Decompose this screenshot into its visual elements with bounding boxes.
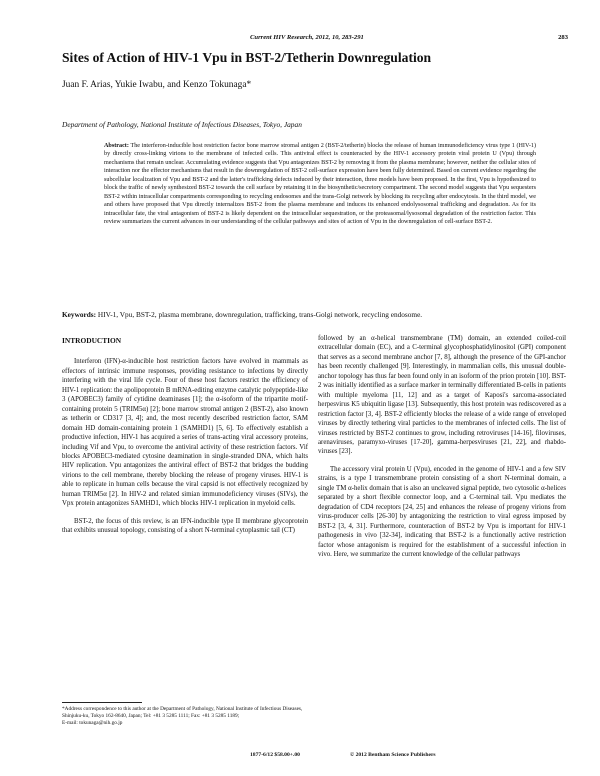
keywords-label: Keywords:: [62, 310, 97, 319]
article-title: Sites of Action of HIV-1 Vpu in BST-2/Tetherin Downregulation: [62, 50, 432, 65]
section-heading: INTRODUCTION: [62, 336, 122, 345]
footnote-email: E-mail: tokunaga@nih.go.jp: [62, 719, 123, 726]
journal-citation: Current HIV Research, 2012, 10, 283-291: [250, 34, 364, 41]
correspondence-footnote: [62, 706, 308, 727]
running-header: [0, 34, 600, 46]
abstract-label: Abstract:: [104, 143, 129, 149]
abstract-text: The interferon-inducible host restriction factor bone marrow stromal antigen 2 (BST-2/tetherin) blocks the release of human immunodeficiency virus type 1 (HIV-1) by directly cross-linking virions to the membrane of infected cells. This antiviral effect is counteracted by the HIV-1 accessory protein viral protein U (Vpu) through mechanisms that remain unclear. Accumulating evidence suggests that Vpu antagonizes BST-2 by removing it from the plasma membrane; however, neither the cellular sites of interaction nor the effector mechanisms that result in the downregulation of BST-2 cell-surface expression have been fully determined. Based on current evidence regarding the subcellular localization of Vpu and BST-2 and the latter's trafficking defects induced by their interaction, three models have been proposed. In the first, Vpu is hypothesized to block the traffic of newly synthesized BST-2 towards the cell surface by retaining it in the biosynthetic/secretory compartment. The second model suggests that Vpu sequesters BST-2 within intracellular compartments corresponding to recycling endosomes and the trans-Golgi network by blocking its recycling after endocytosis. In the third model, we and others have proposed that Vpu directly internalizes BST-2 from the plasma membrane and induces its enhanced endolysosomal trafficking and degradation. As for its intracellular fate, the viral antagonism of BST-2 is likely dependent on the intracellular sequestration, or the proteasomal/lysosomal degradation of the restriction factor. This review summarizes the current advances in our understanding of the cellular pathways and sites of action of Vpu in the downregulation of cell-surface BST-2.: [104, 143, 536, 226]
page-number: 283: [558, 34, 568, 41]
body-paragraph: The accessory viral protein U (Vpu), encoded in the genome of HIV-1 and a few SIV strains, is a type I transmembrane protein consisting of a short N-terminal domain, a single TM α-helix domain that is also an uncleaved signal peptide, two cytosolic α-helices separated by a short flexible connector loop, and a C-terminal tail. Vpu mediates the degradation of CD4 receptors [24, 25] and enhances the release of progeny virions from virus-producer cells [26-30] by antagonizing the restriction to viral egress imposed by BST-2 [3, 4, 31]. Furthermore, counteraction of BST-2 by Vpu is important for HIV-1 pathogenesis in vivo [32-34], indicating that BST-2 is a functionally active restriction factor whose antagonism is required for the establishment of a successful infection in vivo. Here, we summarize the current knowledge of the cellular pathways: [318, 465, 566, 558]
left-column: [62, 336, 308, 536]
copyright: © 2012 Bentham Science Publishers: [350, 752, 436, 758]
body-paragraph: Interferon (IFN)-α-inducible host restriction factors have evolved in mammals as effectors of intrinsic immune responses, providing resistance to infections by directly interfering with the viral life cycle. Four of these host factors restrict the efficiency of HIV-1 replication: the apolipoprotein B mRNA-editing enzyme catalytic polypeptide-like 3 (APOBEC3) family of cytidine deaminases [1]; the α-isoform of the tripartite motif-containing protein 5 (TRIM5α) [2]; bone marrow stromal antigen 2 (BST-2), also known as tetherin or CD317 [3, 4]; and, the most recently described restriction factor, SAM domain HD domain-containing protein 1 (SAMHD1) [5, 6]. To effectively establish a productive infection, HIV-1 has acquired a series of trans-acting viral accessory proteins, including Vif and Vpu, to overcome the antiviral activity of these restriction factors. Vif blocks APOBEC3-mediated cytosine deamination in single-stranded DNA, which halts HIV replication. Vpu antagonizes the antiviral effect of BST-2 that bridges the budding virions to the cell membrane, thereby blocking the release of progeny viruses. HIV-1 is able to replicate in human cells because the viral capsid is not effectively recognized by human TRIM5α [2]. In HIV-2 and related simian immunodeficiency viruses (SIVs), the Vpx protein antagonizes SAMHD1, which blocks HIV-1 replication in myeloid cells.: [62, 358, 308, 508]
issn: 1877-6/12 $58.00+.00: [250, 752, 300, 758]
body-paragraph: BST-2, the focus of this review, is an IFN-inducible type II membrane glycoprotein that exhibits unusual topology, consisting of a short N-terminal cytoplasmic tail (CT): [62, 517, 308, 535]
author-list: Juan F. Arias, Yukie Iwabu, and Kenzo Tokunaga*: [62, 80, 252, 90]
right-column: [318, 334, 566, 559]
keywords: [62, 310, 582, 319]
keywords-text: HIV-1, Vpu, BST-2, plasma membrane, downregulation, trafficking, trans-Golgi network, recycling endosome.: [97, 310, 423, 319]
footnote-rule: [62, 702, 142, 703]
footnote-address: *Address correspondence to this author at the Department of Pathology, National Institute of Infectious Diseases, Shinjuku-ku, Tokyo 162-8640, Japan; Tel: +81 3 5285 1111; Fax: +81 3 5285 1189;: [62, 706, 303, 719]
affiliation: Department of Pathology, National Institute of Infectious Diseases, Tokyo, Japan: [62, 120, 302, 129]
body-paragraph: followed by an α-helical transmembrane (TM) domain, an extended coiled-coil extracellular domain (EC), and a C-terminal glycophosphatidylinositol (GPI) component that serves as a second membrane anchor [7, 8], although the presence of the GPI-anchor has been recently challenged [9]. Interestingly, in mammalian cells, this unusual double-anchor topology has thus far been found only in an isoform of the prion protein [10]. BST-2 was initially identified as a surface marker in terminally differentiated B-cells in patients with multiple myeloma [11, 12] and as a target of Kaposi's sarcoma-associated herpesvirus K5 ubiquitin ligase [13]. Subsequently, this host protein was rediscovered as a restriction factor [3, 4]. BST-2 efficiently blocks the release of a wide range of enveloped viruses by directly tethering viral particles to the membranes of infected cells. The list of viruses restricted by BST-2 continues to grow, including retroviruses [14-16], filoviruses, arenaviruses, paramyxo-viruses [17-20], gamma-herpesviruses [21, 22], and rhabdo-viruses [23].: [318, 335, 566, 456]
abstract: [104, 142, 536, 227]
